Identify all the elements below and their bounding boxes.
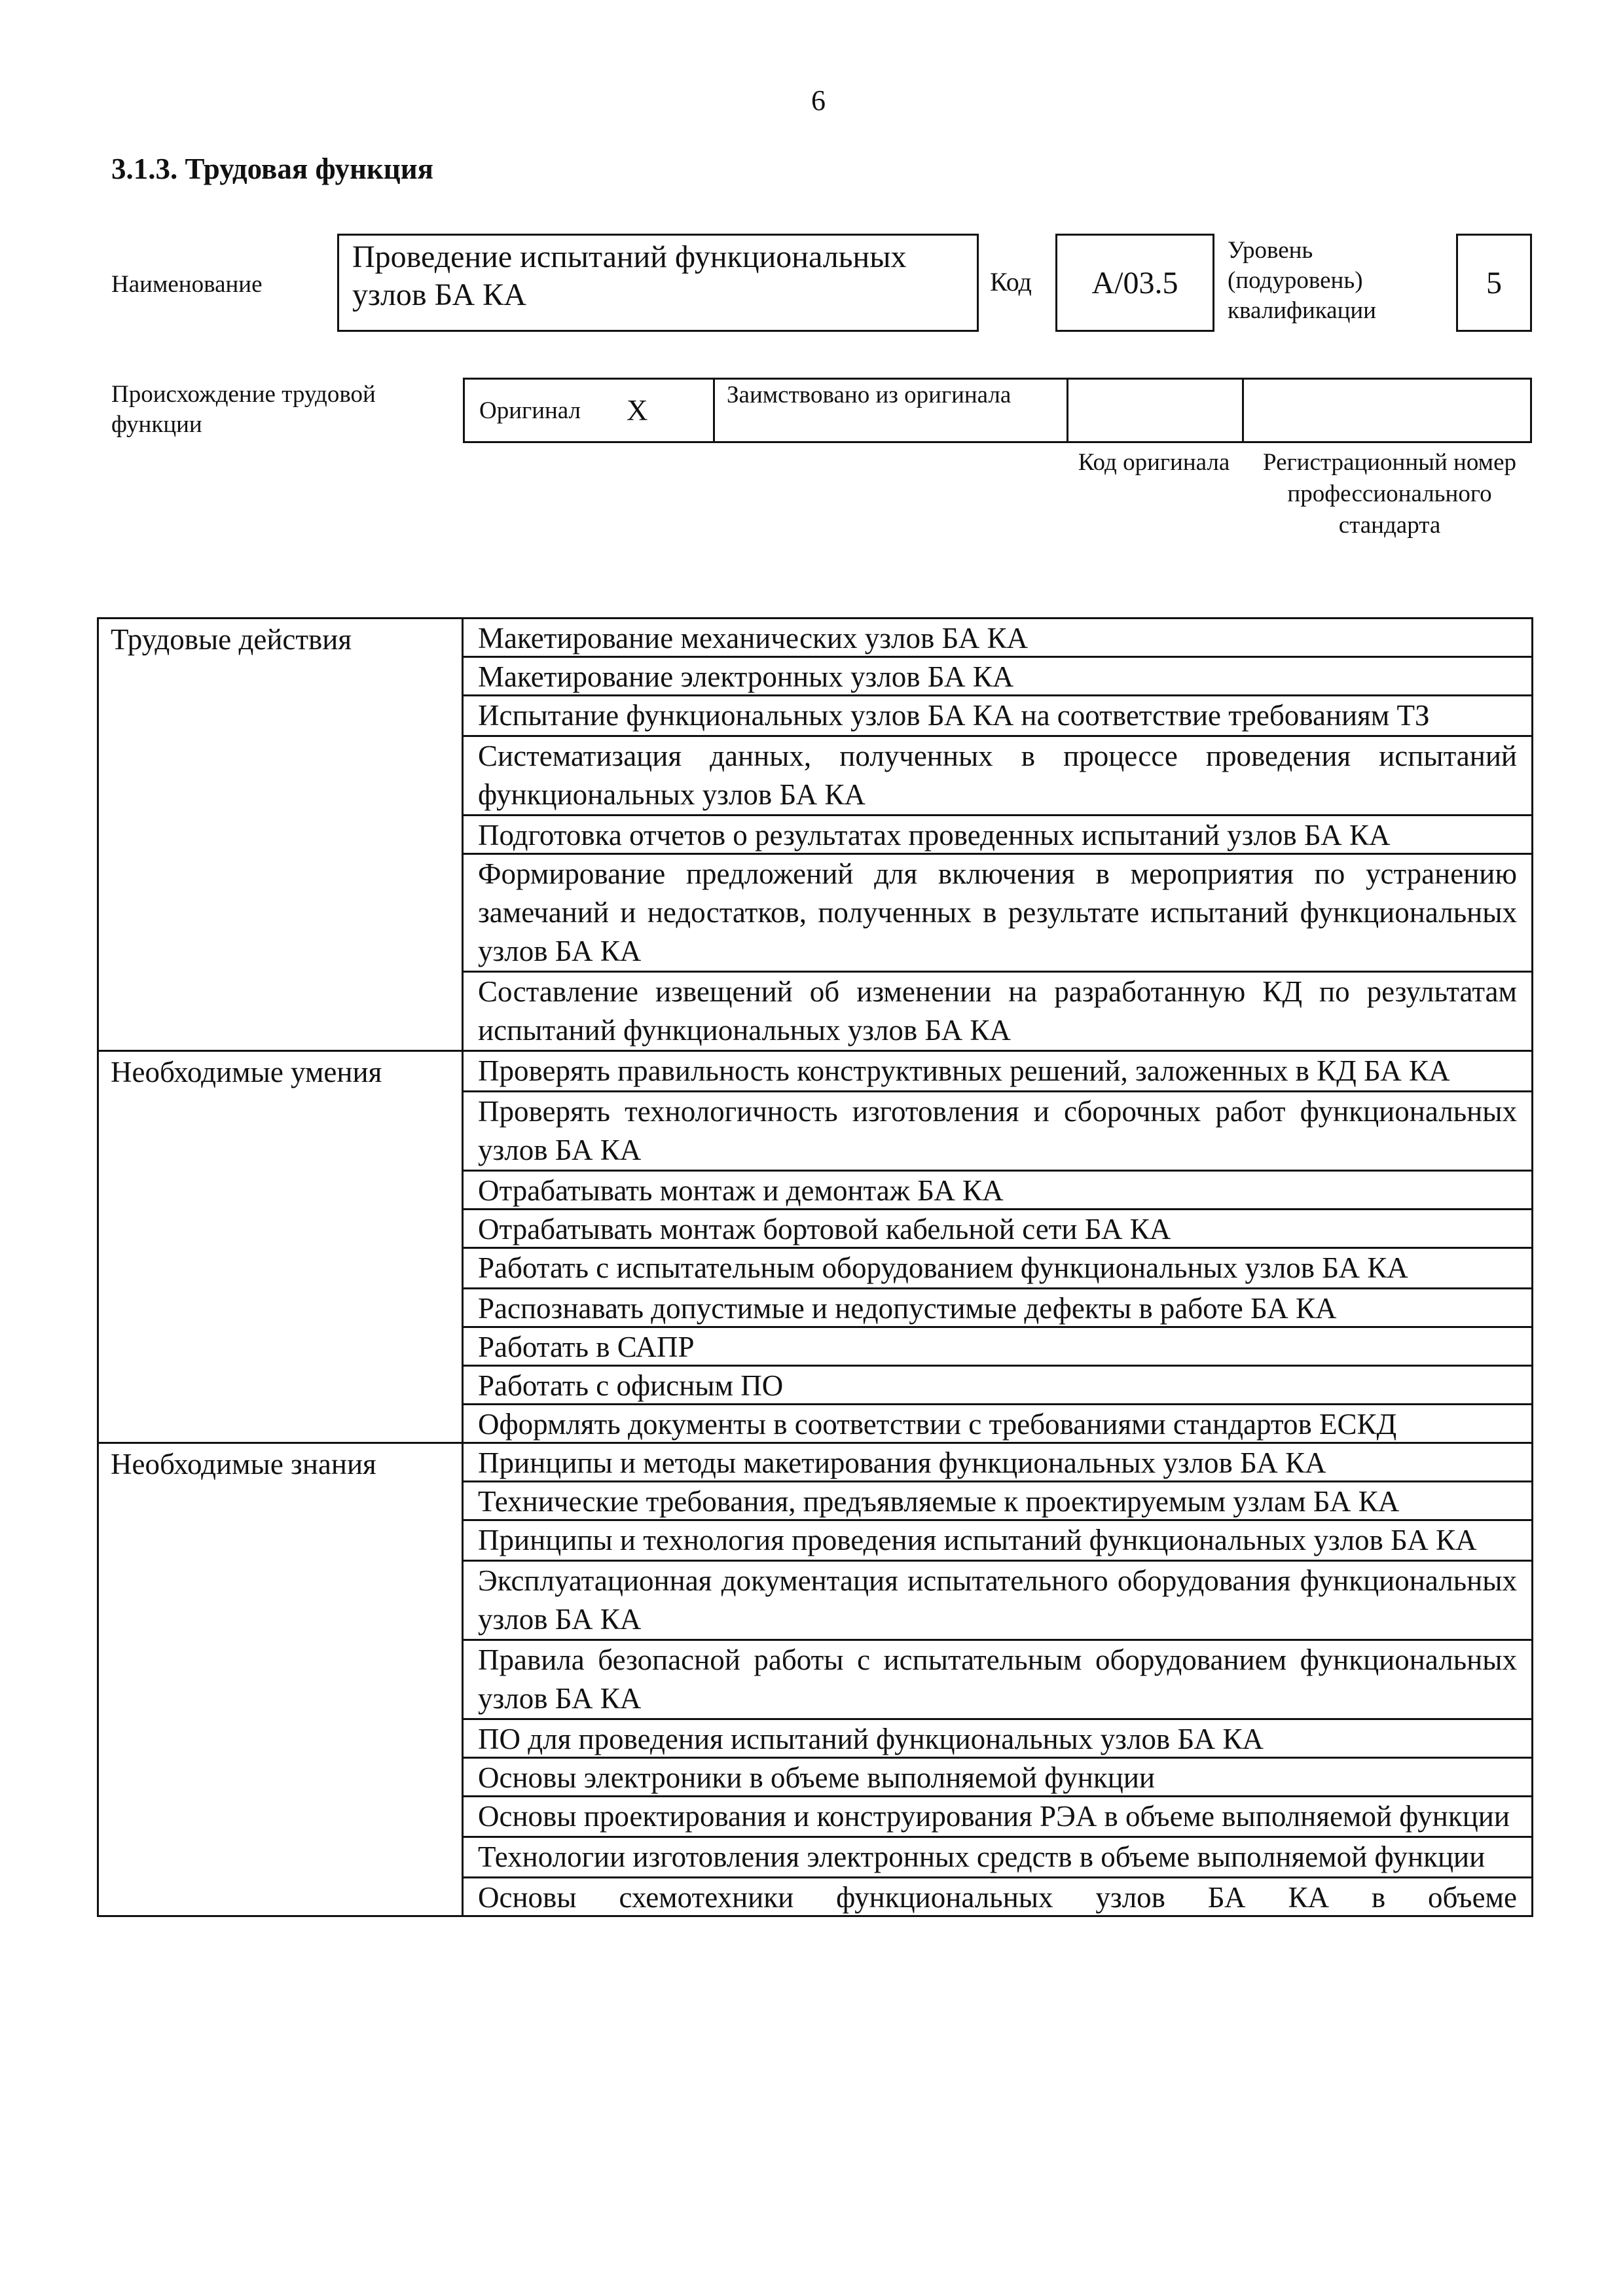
list-item: Макетирование электронных узлов БА КА (464, 658, 1531, 696)
list-item: Проверять технологичность изготовления и сборочных работ функциональных узлов БА КА (464, 1092, 1531, 1172)
list-item: Основы проектирования и конструирования РЭА в объеме выполняемой функции (464, 1797, 1531, 1838)
list-item: Технические требования, предъявляемые к проектируемым узлам БА КА (464, 1482, 1531, 1521)
list-item: Работать с испытательным оборудованием функциональных узлов БА КА (464, 1249, 1531, 1289)
list-item: Работать с офисным ПО (464, 1367, 1531, 1405)
list-item: Распознавать допустимые и недопустимые дефекты в работе БА КА (464, 1289, 1531, 1328)
origin-original-cell (465, 380, 715, 441)
origin-label: Происхождение трудовой функции (111, 381, 376, 438)
list-item: Отрабатывать монтаж бортовой кабельной сети БА КА (464, 1210, 1531, 1249)
list-item: Основы схемотехники функциональных узлов БА КА в объеме (478, 1881, 1517, 1914)
reg-number-cell (1244, 380, 1530, 441)
qualification-level-label: Уровень (подуровень) квалификации (1228, 237, 1376, 324)
list-item: Основы электроники в объеме выполняемой функции (464, 1759, 1531, 1797)
list-item: Принципы и методы макетирования функциональных узлов БА КА (464, 1444, 1531, 1482)
code-label: Код (990, 267, 1032, 296)
group-required-knowledge (99, 1444, 1531, 1915)
function-code-field: А/03.5 (1055, 234, 1214, 332)
list-item: Принципы и технология проведения испытаний функциональных узлов БА КА (464, 1521, 1531, 1562)
group-required-skills (99, 1052, 1531, 1444)
original-mark: X (627, 394, 648, 427)
list-item: Работать в САПР (464, 1328, 1531, 1367)
borrowed-cell: Заимствовано из оригинала (715, 380, 1068, 441)
page-number: 6 (811, 84, 826, 117)
list-item: Технологии изготовления электронных средств в объеме выполняемой функции (464, 1838, 1531, 1878)
origin-table (463, 378, 1532, 443)
original-code-caption: Код оригинала (1078, 449, 1230, 476)
list-item: Систематизация данных, полученных в процессе проведения испытаний функциональных узлов БА КА (464, 737, 1531, 816)
function-name-field: Проведение испытаний функциональных узлов БА КА (337, 234, 979, 332)
list-item: Проверять правильность конструктивных решений, заложенных в КД БА КА (464, 1052, 1531, 1092)
list-item: Отрабатывать монтаж и демонтаж БА КА (464, 1172, 1531, 1210)
list-item: Макетирование механических узлов БА КА (464, 619, 1531, 658)
list-item: Подготовка отчетов о результатах проведенных испытаний узлов БА КА (464, 816, 1531, 855)
reg-number-caption: Регистрационный номер профессионального стандарта (1262, 449, 1516, 539)
list-item: Испытание функциональных узлов БА КА на соответствие требованиям ТЗ (464, 696, 1531, 737)
section-title: 3.1.3. Трудовая функция (111, 152, 434, 185)
list-item: Оформлять документы в соответствии с требованиями стандартов ЕСКД (478, 1408, 1397, 1441)
qualification-level-field: 5 (1456, 234, 1532, 332)
original-code-cell (1068, 380, 1244, 441)
list-item: ПО для проведения испытаний функциональных узлов БА КА (464, 1720, 1531, 1759)
group-label: Необходимые умения (99, 1052, 464, 1442)
group-label: Необходимые знания (99, 1444, 464, 1915)
group-label: Трудовые действия (99, 619, 464, 1050)
list-item: Правила безопасной работы с испытательным оборудованием функциональных узлов БА КА (464, 1641, 1531, 1720)
list-item: Формирование предложений для включения в мероприятия по устранению замечаний и недостатков, полученных в результате испытаний функциональных узлов БА КА (464, 855, 1531, 973)
list-item: Эксплуатационная документация испытательного оборудования функциональных узлов БА КА (464, 1562, 1531, 1641)
group-labor-actions (99, 619, 1531, 1052)
original-label: Оригинал (479, 397, 581, 424)
labor-function-table (97, 617, 1533, 1917)
list-item: Составление извещений об изменении на разработанную КД по результатам испытаний функциональных узлов БА КА (478, 975, 1517, 1047)
name-label: Наименование (111, 271, 263, 298)
